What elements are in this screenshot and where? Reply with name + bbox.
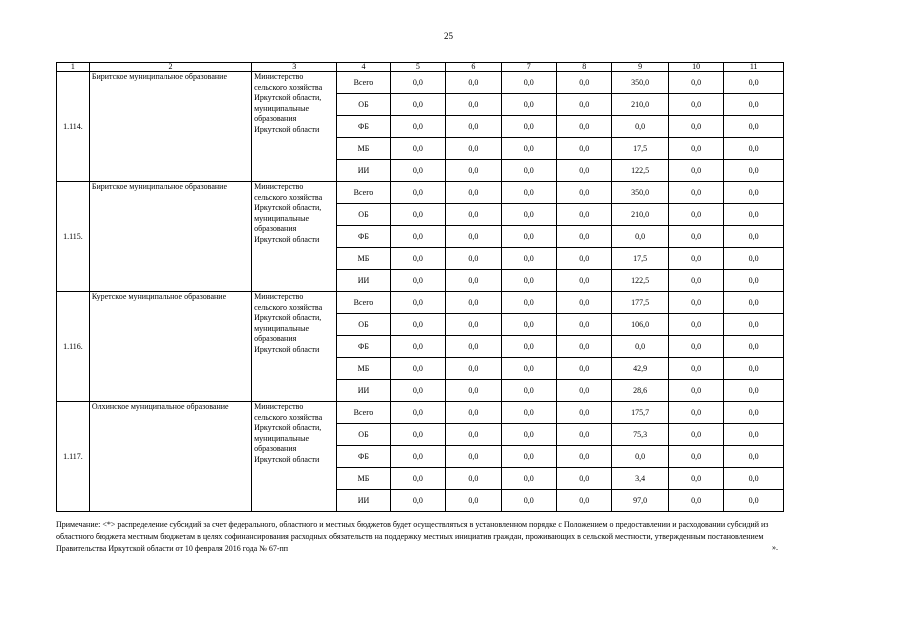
amount-cell: 0,0 [390, 182, 445, 204]
amount-cell: 0,0 [446, 314, 501, 336]
amount-cell: 0,0 [557, 94, 612, 116]
amount-cell: 0,0 [390, 490, 445, 512]
amount-cell: 0,0 [390, 248, 445, 270]
amount-cell: 0,0 [724, 402, 784, 424]
amount-cell: 0,0 [557, 72, 612, 94]
amount-cell: 0,0 [557, 402, 612, 424]
responsible-organization: Министерство сельского хозяйства Иркутской области, муниципальные образования Иркутской области [252, 402, 337, 512]
amount-cell: 0,0 [501, 160, 556, 182]
amount-cell: 0,0 [557, 314, 612, 336]
funding-source: ОБ [337, 204, 390, 226]
amount-cell: 0,0 [390, 314, 445, 336]
amount-cell: 0,0 [501, 72, 556, 94]
amount-cell: 350,0 [612, 72, 668, 94]
amount-cell: 75,3 [612, 424, 668, 446]
column-number-row [57, 63, 784, 72]
responsible-organization: Министерство сельского хозяйства Иркутской области, муниципальные образования Иркутской области [252, 72, 337, 182]
amount-cell: 0,0 [390, 292, 445, 314]
amount-cell: 0,0 [724, 336, 784, 358]
amount-cell: 0,0 [668, 72, 723, 94]
amount-cell: 0,0 [557, 160, 612, 182]
amount-cell: 0,0 [446, 402, 501, 424]
column-header: 10 [668, 63, 723, 72]
amount-cell: 0,0 [557, 358, 612, 380]
amount-cell: 0,0 [446, 358, 501, 380]
amount-cell: 97,0 [612, 490, 668, 512]
funding-source: ОБ [337, 424, 390, 446]
amount-cell: 0,0 [724, 292, 784, 314]
amount-cell: 0,0 [724, 204, 784, 226]
amount-cell: 0,0 [501, 204, 556, 226]
municipality-name: Биритское муниципальное образование [89, 72, 251, 182]
amount-cell: 0,0 [724, 424, 784, 446]
amount-cell: 0,0 [724, 490, 784, 512]
amount-cell: 0,0 [668, 336, 723, 358]
funding-source: МБ [337, 248, 390, 270]
row-index: 1.117. [57, 402, 90, 512]
amount-cell: 0,0 [724, 94, 784, 116]
funding-source: ИИ [337, 270, 390, 292]
amount-cell: 0,0 [557, 116, 612, 138]
funding-source: ФБ [337, 336, 390, 358]
amount-cell: 0,0 [501, 270, 556, 292]
amount-cell: 0,0 [724, 138, 784, 160]
amount-cell: 0,0 [668, 94, 723, 116]
amount-cell: 0,0 [724, 248, 784, 270]
municipality-name: Олхинское муниципальное образование [89, 402, 251, 512]
amount-cell: 0,0 [557, 138, 612, 160]
amount-cell: 0,0 [390, 138, 445, 160]
amount-cell: 0,0 [668, 424, 723, 446]
amount-cell: 0,0 [501, 402, 556, 424]
amount-cell: 0,0 [501, 226, 556, 248]
amount-cell: 0,0 [390, 226, 445, 248]
amount-cell: 0,0 [557, 270, 612, 292]
amount-cell: 0,0 [668, 358, 723, 380]
amount-cell: 0,0 [446, 94, 501, 116]
table-row [57, 292, 784, 314]
funding-source: ОБ [337, 94, 390, 116]
amount-cell: 0,0 [612, 336, 668, 358]
amount-cell: 0,0 [446, 116, 501, 138]
funding-source: ИИ [337, 380, 390, 402]
amount-cell: 0,0 [446, 490, 501, 512]
amount-cell: 0,0 [668, 116, 723, 138]
amount-cell: 0,0 [390, 446, 445, 468]
closing-quote-mark: ». [772, 543, 778, 552]
amount-cell: 0,0 [501, 490, 556, 512]
row-index: 1.115. [57, 182, 90, 292]
amount-cell: 0,0 [668, 160, 723, 182]
amount-cell: 0,0 [501, 358, 556, 380]
amount-cell: 0,0 [557, 182, 612, 204]
amount-cell: 0,0 [557, 336, 612, 358]
amount-cell: 0,0 [668, 314, 723, 336]
amount-cell: 0,0 [446, 182, 501, 204]
amount-cell: 0,0 [557, 424, 612, 446]
amount-cell: 0,0 [668, 468, 723, 490]
row-index: 1.116. [57, 292, 90, 402]
funding-source: МБ [337, 358, 390, 380]
table-body [57, 72, 784, 512]
amount-cell: 0,0 [446, 270, 501, 292]
amount-cell: 0,0 [557, 248, 612, 270]
table-row [57, 72, 784, 94]
amount-cell: 0,0 [390, 94, 445, 116]
amount-cell: 0,0 [501, 336, 556, 358]
amount-cell: 106,0 [612, 314, 668, 336]
amount-cell: 0,0 [668, 248, 723, 270]
amount-cell: 0,0 [390, 160, 445, 182]
amount-cell: 0,0 [446, 336, 501, 358]
responsible-organization: Министерство сельского хозяйства Иркутской области, муниципальные образования Иркутской области [252, 182, 337, 292]
amount-cell: 0,0 [724, 270, 784, 292]
column-header: 11 [724, 63, 784, 72]
amount-cell: 0,0 [390, 402, 445, 424]
funding-source: ФБ [337, 116, 390, 138]
amount-cell: 0,0 [668, 204, 723, 226]
amount-cell: 0,0 [724, 358, 784, 380]
amount-cell: 42,9 [612, 358, 668, 380]
amount-cell: 0,0 [390, 468, 445, 490]
amount-cell: 0,0 [390, 336, 445, 358]
funding-source: Всего [337, 402, 390, 424]
amount-cell: 0,0 [668, 138, 723, 160]
funding-source: Всего [337, 72, 390, 94]
funding-source: ФБ [337, 446, 390, 468]
amount-cell: 0,0 [390, 380, 445, 402]
amount-cell: 0,0 [446, 446, 501, 468]
amount-cell: 0,0 [557, 292, 612, 314]
row-index: 1.114. [57, 72, 90, 182]
amount-cell: 0,0 [501, 424, 556, 446]
amount-cell: 0,0 [390, 270, 445, 292]
page-number: 25 [444, 31, 453, 41]
funding-source: МБ [337, 138, 390, 160]
amount-cell: 0,0 [501, 248, 556, 270]
amount-cell: 0,0 [668, 292, 723, 314]
funding-source: Всего [337, 182, 390, 204]
amount-cell: 0,0 [724, 468, 784, 490]
amount-cell: 0,0 [446, 468, 501, 490]
amount-cell: 0,0 [668, 270, 723, 292]
funding-source: ИИ [337, 160, 390, 182]
amount-cell: 0,0 [446, 292, 501, 314]
column-header: 3 [252, 63, 337, 72]
column-header: 9 [612, 63, 668, 72]
funding-source: Всего [337, 292, 390, 314]
amount-cell: 0,0 [724, 72, 784, 94]
amount-cell: 0,0 [501, 468, 556, 490]
amount-cell: 0,0 [501, 446, 556, 468]
funding-source: ОБ [337, 314, 390, 336]
amount-cell: 0,0 [501, 314, 556, 336]
amount-cell: 210,0 [612, 204, 668, 226]
table-row [57, 182, 784, 204]
amount-cell: 210,0 [612, 94, 668, 116]
funding-source: ИИ [337, 490, 390, 512]
amount-cell: 0,0 [668, 490, 723, 512]
municipality-name: Куретское муниципальное образование [89, 292, 251, 402]
column-header: 1 [57, 63, 90, 72]
amount-cell: 0,0 [668, 402, 723, 424]
responsible-organization: Министерство сельского хозяйства Иркутской области, муниципальные образования Иркутской области [252, 292, 337, 402]
funding-source: МБ [337, 468, 390, 490]
column-header: 5 [390, 63, 445, 72]
amount-cell: 0,0 [724, 380, 784, 402]
amount-cell: 0,0 [724, 446, 784, 468]
amount-cell: 122,5 [612, 270, 668, 292]
amount-cell: 0,0 [501, 138, 556, 160]
amount-cell: 0,0 [390, 358, 445, 380]
municipality-name: Биритское муниципальное образование [89, 182, 251, 292]
amount-cell: 0,0 [724, 182, 784, 204]
footnote: Примечание: <*> распределение субсидий за счет федерального, областного и местных бюджетов будет осуществляться в установленном порядке с Положением о предоставлении и расходовании субсидий из областного бюджета местным бюджетам в целях софинансирования расходных обязательств на поддержку местных инициатив граждан, проживающих в сельской местности, утвержденным постановлением Правительства Иркутской области от 10 февраля 2016 года № 67-пп [56, 520, 769, 553]
table-row [57, 402, 784, 424]
amount-cell: 0,0 [501, 116, 556, 138]
amount-cell: 0,0 [501, 380, 556, 402]
amount-cell: 0,0 [557, 490, 612, 512]
amount-cell: 0,0 [557, 468, 612, 490]
column-header: 7 [501, 63, 556, 72]
amount-cell: 0,0 [390, 116, 445, 138]
amount-cell: 0,0 [557, 446, 612, 468]
subsidy-table [56, 62, 784, 512]
amount-cell: 0,0 [724, 314, 784, 336]
column-header: 4 [337, 63, 390, 72]
amount-cell: 17,5 [612, 138, 668, 160]
funding-source: ФБ [337, 226, 390, 248]
amount-cell: 0,0 [557, 204, 612, 226]
amount-cell: 0,0 [390, 424, 445, 446]
amount-cell: 350,0 [612, 182, 668, 204]
column-header: 8 [557, 63, 612, 72]
amount-cell: 0,0 [557, 380, 612, 402]
amount-cell: 0,0 [668, 182, 723, 204]
amount-cell: 0,0 [446, 204, 501, 226]
amount-cell: 0,0 [724, 226, 784, 248]
column-header: 6 [446, 63, 501, 72]
amount-cell: 0,0 [612, 116, 668, 138]
amount-cell: 0,0 [446, 160, 501, 182]
amount-cell: 0,0 [668, 446, 723, 468]
amount-cell: 0,0 [390, 72, 445, 94]
amount-cell: 0,0 [501, 182, 556, 204]
amount-cell: 175,7 [612, 402, 668, 424]
amount-cell: 0,0 [612, 226, 668, 248]
amount-cell: 0,0 [446, 380, 501, 402]
amount-cell: 0,0 [501, 292, 556, 314]
amount-cell: 0,0 [724, 160, 784, 182]
amount-cell: 0,0 [501, 94, 556, 116]
amount-cell: 122,5 [612, 160, 668, 182]
amount-cell: 0,0 [557, 226, 612, 248]
amount-cell: 3,4 [612, 468, 668, 490]
amount-cell: 0,0 [446, 424, 501, 446]
amount-cell: 0,0 [668, 380, 723, 402]
amount-cell: 0,0 [446, 138, 501, 160]
amount-cell: 0,0 [612, 446, 668, 468]
amount-cell: 0,0 [668, 226, 723, 248]
amount-cell: 28,6 [612, 380, 668, 402]
column-header: 2 [89, 63, 251, 72]
amount-cell: 0,0 [446, 72, 501, 94]
amount-cell: 0,0 [446, 226, 501, 248]
amount-cell: 17,5 [612, 248, 668, 270]
amount-cell: 0,0 [446, 248, 501, 270]
amount-cell: 0,0 [724, 116, 784, 138]
amount-cell: 177,5 [612, 292, 668, 314]
amount-cell: 0,0 [390, 204, 445, 226]
